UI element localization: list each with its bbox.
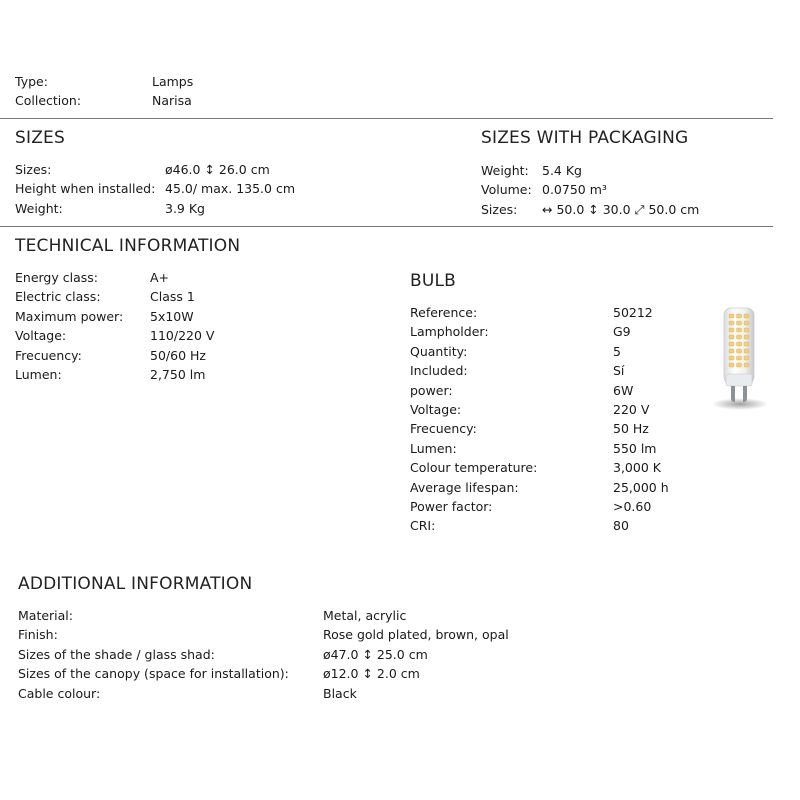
spec-label: Electric class: [15, 289, 101, 305]
divider [0, 118, 773, 119]
spec-value: 45.0/ max. 135.0 cm [165, 181, 296, 197]
spec-label: Frecuency: [15, 347, 82, 363]
spec-value: 6W [613, 382, 634, 398]
spec-value: Rose gold plated, brown, opal [323, 627, 509, 643]
spec-label: Average lifespan: [410, 479, 519, 495]
spec-row [18, 606, 618, 625]
spec-row [15, 160, 435, 179]
bulb-heading: BULB [410, 271, 457, 291]
spec-label: Volume: [481, 182, 532, 198]
spec-label: Height when installed: [15, 181, 156, 197]
header-block [15, 72, 415, 112]
spec-value: ø12.0 ↕ 2.0 cm [323, 666, 420, 682]
spec-label: Sizes of the shade / glass shad: [18, 646, 215, 662]
spec-label: Lumen: [15, 367, 62, 382]
spec-row [18, 645, 618, 664]
spec-row [18, 684, 618, 703]
spec-row [410, 516, 710, 535]
spec-value: Metal, acrylic [323, 608, 407, 623]
spec-value: 550 lm [613, 440, 657, 456]
spec-value: Class 1 [150, 289, 195, 305]
spec-value: 5.4 Kg [542, 163, 582, 178]
spec-row [481, 180, 781, 199]
spec-value: Lamps [152, 74, 194, 89]
spec-value: Sí [613, 363, 625, 379]
spec-label: Collection: [15, 93, 82, 109]
spec-value: 5 [613, 343, 621, 359]
spec-label: Maximum power: [15, 308, 124, 324]
spec-row [481, 200, 781, 219]
spec-row [18, 625, 618, 644]
spec-row [15, 268, 375, 287]
additional-block [18, 606, 618, 706]
spec-row [481, 161, 781, 180]
spec-label: Quantity: [410, 343, 468, 359]
spec-row [15, 346, 375, 365]
spec-value: 220 V [613, 402, 650, 417]
technical-block [15, 268, 375, 388]
spec-label: power: [410, 382, 453, 398]
spec-value: 0.0750 m³ [542, 182, 607, 198]
spec-label: Lumen: [410, 440, 457, 456]
spec-value: 50212 [613, 305, 653, 320]
spec-row [410, 381, 710, 400]
spec-value: 3.9 Kg [165, 200, 205, 216]
spec-row [410, 458, 710, 477]
spec-value: 50/60 Hz [150, 347, 206, 363]
spec-row [410, 342, 710, 361]
spec-label: Voltage: [15, 328, 67, 344]
spec-row [410, 361, 710, 380]
sizes-block [15, 160, 435, 220]
spec-label: Finish: [18, 627, 58, 643]
spec-value: G9 [613, 324, 631, 340]
spec-row [410, 303, 710, 322]
spec-row [15, 179, 435, 198]
spec-value: 3,000 K [613, 460, 661, 476]
spec-value: 110/220 V [150, 328, 215, 344]
spec-row [15, 307, 375, 326]
bulb-block [410, 303, 710, 539]
spec-row [15, 199, 435, 218]
spec-value: A+ [150, 270, 170, 285]
spec-value: ↔ 50.0 ↕ 30.0 ⤢ 50.0 cm [542, 201, 700, 217]
spec-row [15, 365, 375, 384]
spec-label: Lampholder: [410, 324, 489, 340]
sizes-heading: SIZES [15, 128, 65, 148]
spec-value: 5x10W [150, 308, 194, 324]
spec-label: Sizes: [481, 201, 518, 217]
packaging-block [481, 161, 781, 221]
spec-row [15, 326, 375, 345]
spec-value: ø47.0 ↕ 25.0 cm [323, 646, 428, 662]
packaging-heading: SIZES WITH PACKAGING [481, 128, 689, 148]
spec-row [410, 322, 710, 341]
spec-value: Black [323, 685, 357, 701]
spec-row [410, 419, 710, 438]
spec-value: >0.60 [613, 499, 652, 514]
spec-label: Weight: [481, 163, 529, 178]
spec-value: 2,750 lm [150, 367, 206, 382]
spec-row [15, 91, 415, 110]
spec-row [410, 478, 710, 497]
spec-value: 25,000 h [613, 479, 669, 495]
spec-label: Sizes of the canopy (space for installation): [18, 666, 289, 682]
spec-label: Voltage: [410, 402, 462, 417]
divider [0, 226, 773, 227]
spec-label: Cable colour: [18, 685, 101, 701]
spec-label: Energy class: [15, 270, 98, 285]
spec-label: CRI: [410, 518, 436, 534]
spec-row [410, 439, 710, 458]
spec-label: Colour temperature: [410, 460, 538, 476]
spec-value: 50 Hz [613, 421, 649, 437]
spec-row [15, 72, 415, 91]
led-g9-bulb-icon [700, 300, 780, 420]
technical-heading: TECHNICAL INFORMATION [15, 236, 241, 256]
spec-row [18, 664, 618, 683]
spec-label: Weight: [15, 200, 63, 216]
spec-value: 80 [613, 518, 629, 534]
spec-label: Type: [15, 74, 48, 89]
spec-value: Narisa [152, 93, 192, 109]
spec-label: Reference: [410, 305, 478, 320]
spec-label: Included: [410, 363, 468, 379]
spec-row [15, 287, 375, 306]
spec-row [410, 497, 710, 516]
spec-value: ø46.0 ↕ 26.0 cm [165, 162, 270, 177]
spec-label: Sizes: [15, 162, 52, 177]
spec-label: Material: [18, 608, 73, 623]
additional-heading: ADDITIONAL INFORMATION [18, 574, 253, 594]
spec-label: Frecuency: [410, 421, 477, 437]
spec-row [410, 400, 710, 419]
spec-label: Power factor: [410, 499, 493, 514]
